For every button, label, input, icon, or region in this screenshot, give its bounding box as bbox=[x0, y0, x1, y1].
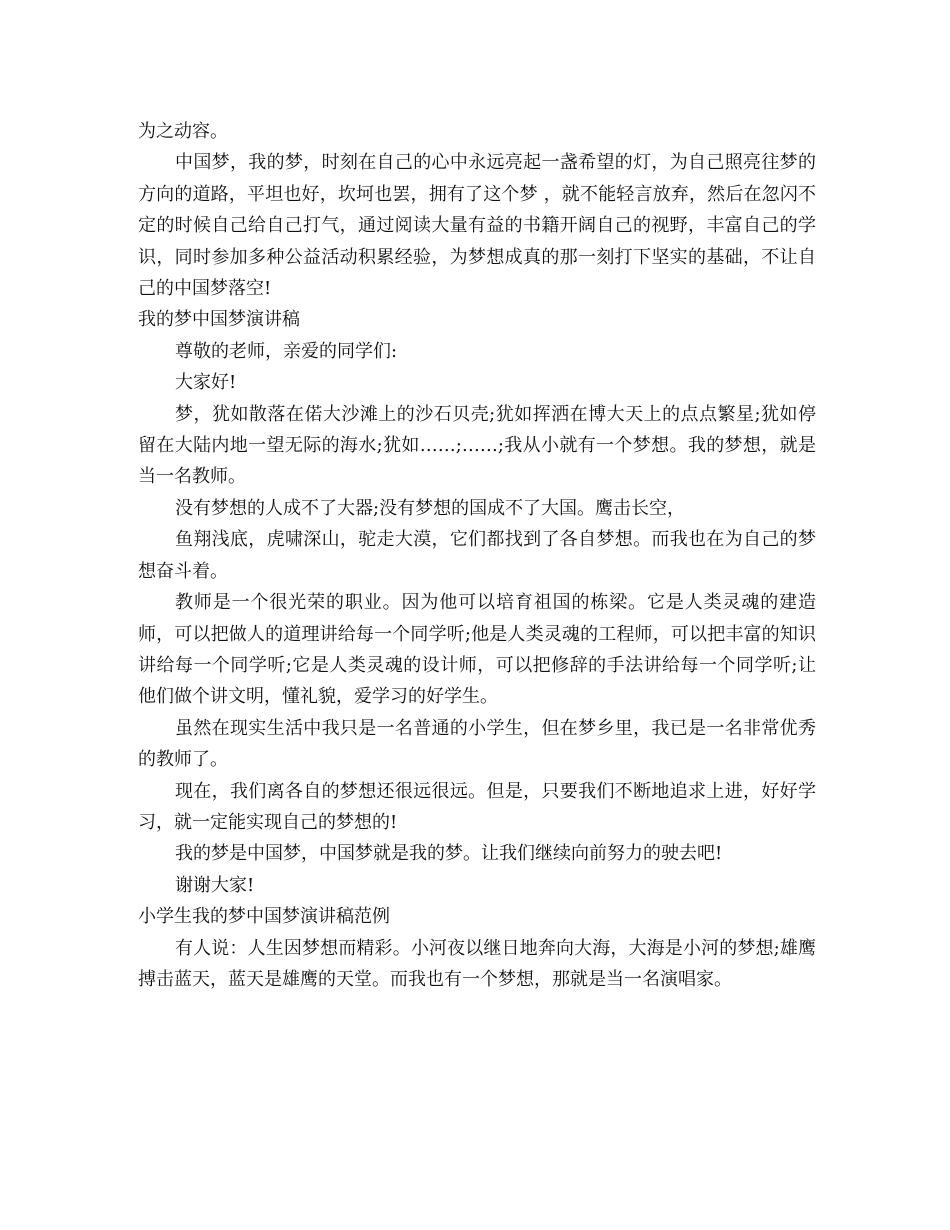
paragraph: 有人说：人生因梦想而精彩。小河夜以继日地奔向大海，大海是小河的梦想;雄鹰搏击蓝天，蓝天是雄鹰的天堂。而我也有一个梦想，那就是当一名演唱家。 bbox=[138, 937, 816, 990]
salutation: 尊敬的老师，亲爱的同学们: bbox=[175, 340, 398, 362]
paragraph: 虽然在现实生活中我只是一名普通的小学生，但在梦乡里，我已是一名非常优秀的教师了。 bbox=[138, 717, 816, 771]
greeting: 大家好! bbox=[175, 372, 237, 394]
document-body bbox=[138, 116, 816, 995]
paragraph: 中国梦，我的梦，时刻在自己的心中永远亮起一盏希望的灯，为自己照亮往梦的方向的道路，平坦也好，坎坷也罢，拥有了这个梦 ，就不能轻言放弃，然后在忽闪不定的时候自己给自己打气，通过阅读大量有益的书籍开阔自己的视野，丰富自己的学识，同时参加多种公益活动积累经验，为梦想成真的那一刻打下坚实的基础，不让自己的中国梦落空! bbox=[138, 152, 816, 300]
paragraph: 没有梦想的人成不了大器;没有梦想的国成不了大国。鹰击长空， bbox=[175, 497, 686, 519]
paragraph: 鱼翔浅底，虎啸深山，驼走大漠，它们都找到了各自梦想。而我也在为自己的梦想奋斗着。 bbox=[138, 529, 816, 582]
section-heading: 我的梦中国梦演讲稿 bbox=[138, 309, 300, 331]
paragraph-continuation: 为之动容。 bbox=[138, 121, 228, 142]
paragraph: 现在，我们离各自的梦想还很远很远。但是，只要我们不断地追求上进，好好学习，就一定能实现自己的梦想的! bbox=[138, 780, 816, 833]
closing: 谢谢大家! bbox=[175, 874, 255, 896]
section-heading: 小学生我的梦中国梦演讲稿范例 bbox=[138, 906, 390, 928]
paragraph: 教师是一个很光荣的职业。因为他可以培育祖国的栋梁。它是人类灵魂的建造师，可以把做人的道理讲给每一个同学听;他是人类灵魂的工程师，可以把丰富的知识讲给每一个同学听;它是人类灵魂的设计师，可以把修辞的手法讲给每一个同学听;让他们做个讲文明，懂礼貌，爱学习的好学生。 bbox=[138, 592, 816, 708]
paragraph: 梦，犹如散落在偌大沙滩上的沙石贝壳;犹如挥洒在博大天上的点点繁星;犹如停留在大陆内地一望无际的海水;犹如……;……;我从小就有一个梦想。我的梦想，就是当一名教师。 bbox=[138, 403, 816, 488]
paragraph: 我的梦是中国梦，中国梦就是我的梦。让我们继续向前努力的驶去吧! bbox=[175, 843, 723, 865]
